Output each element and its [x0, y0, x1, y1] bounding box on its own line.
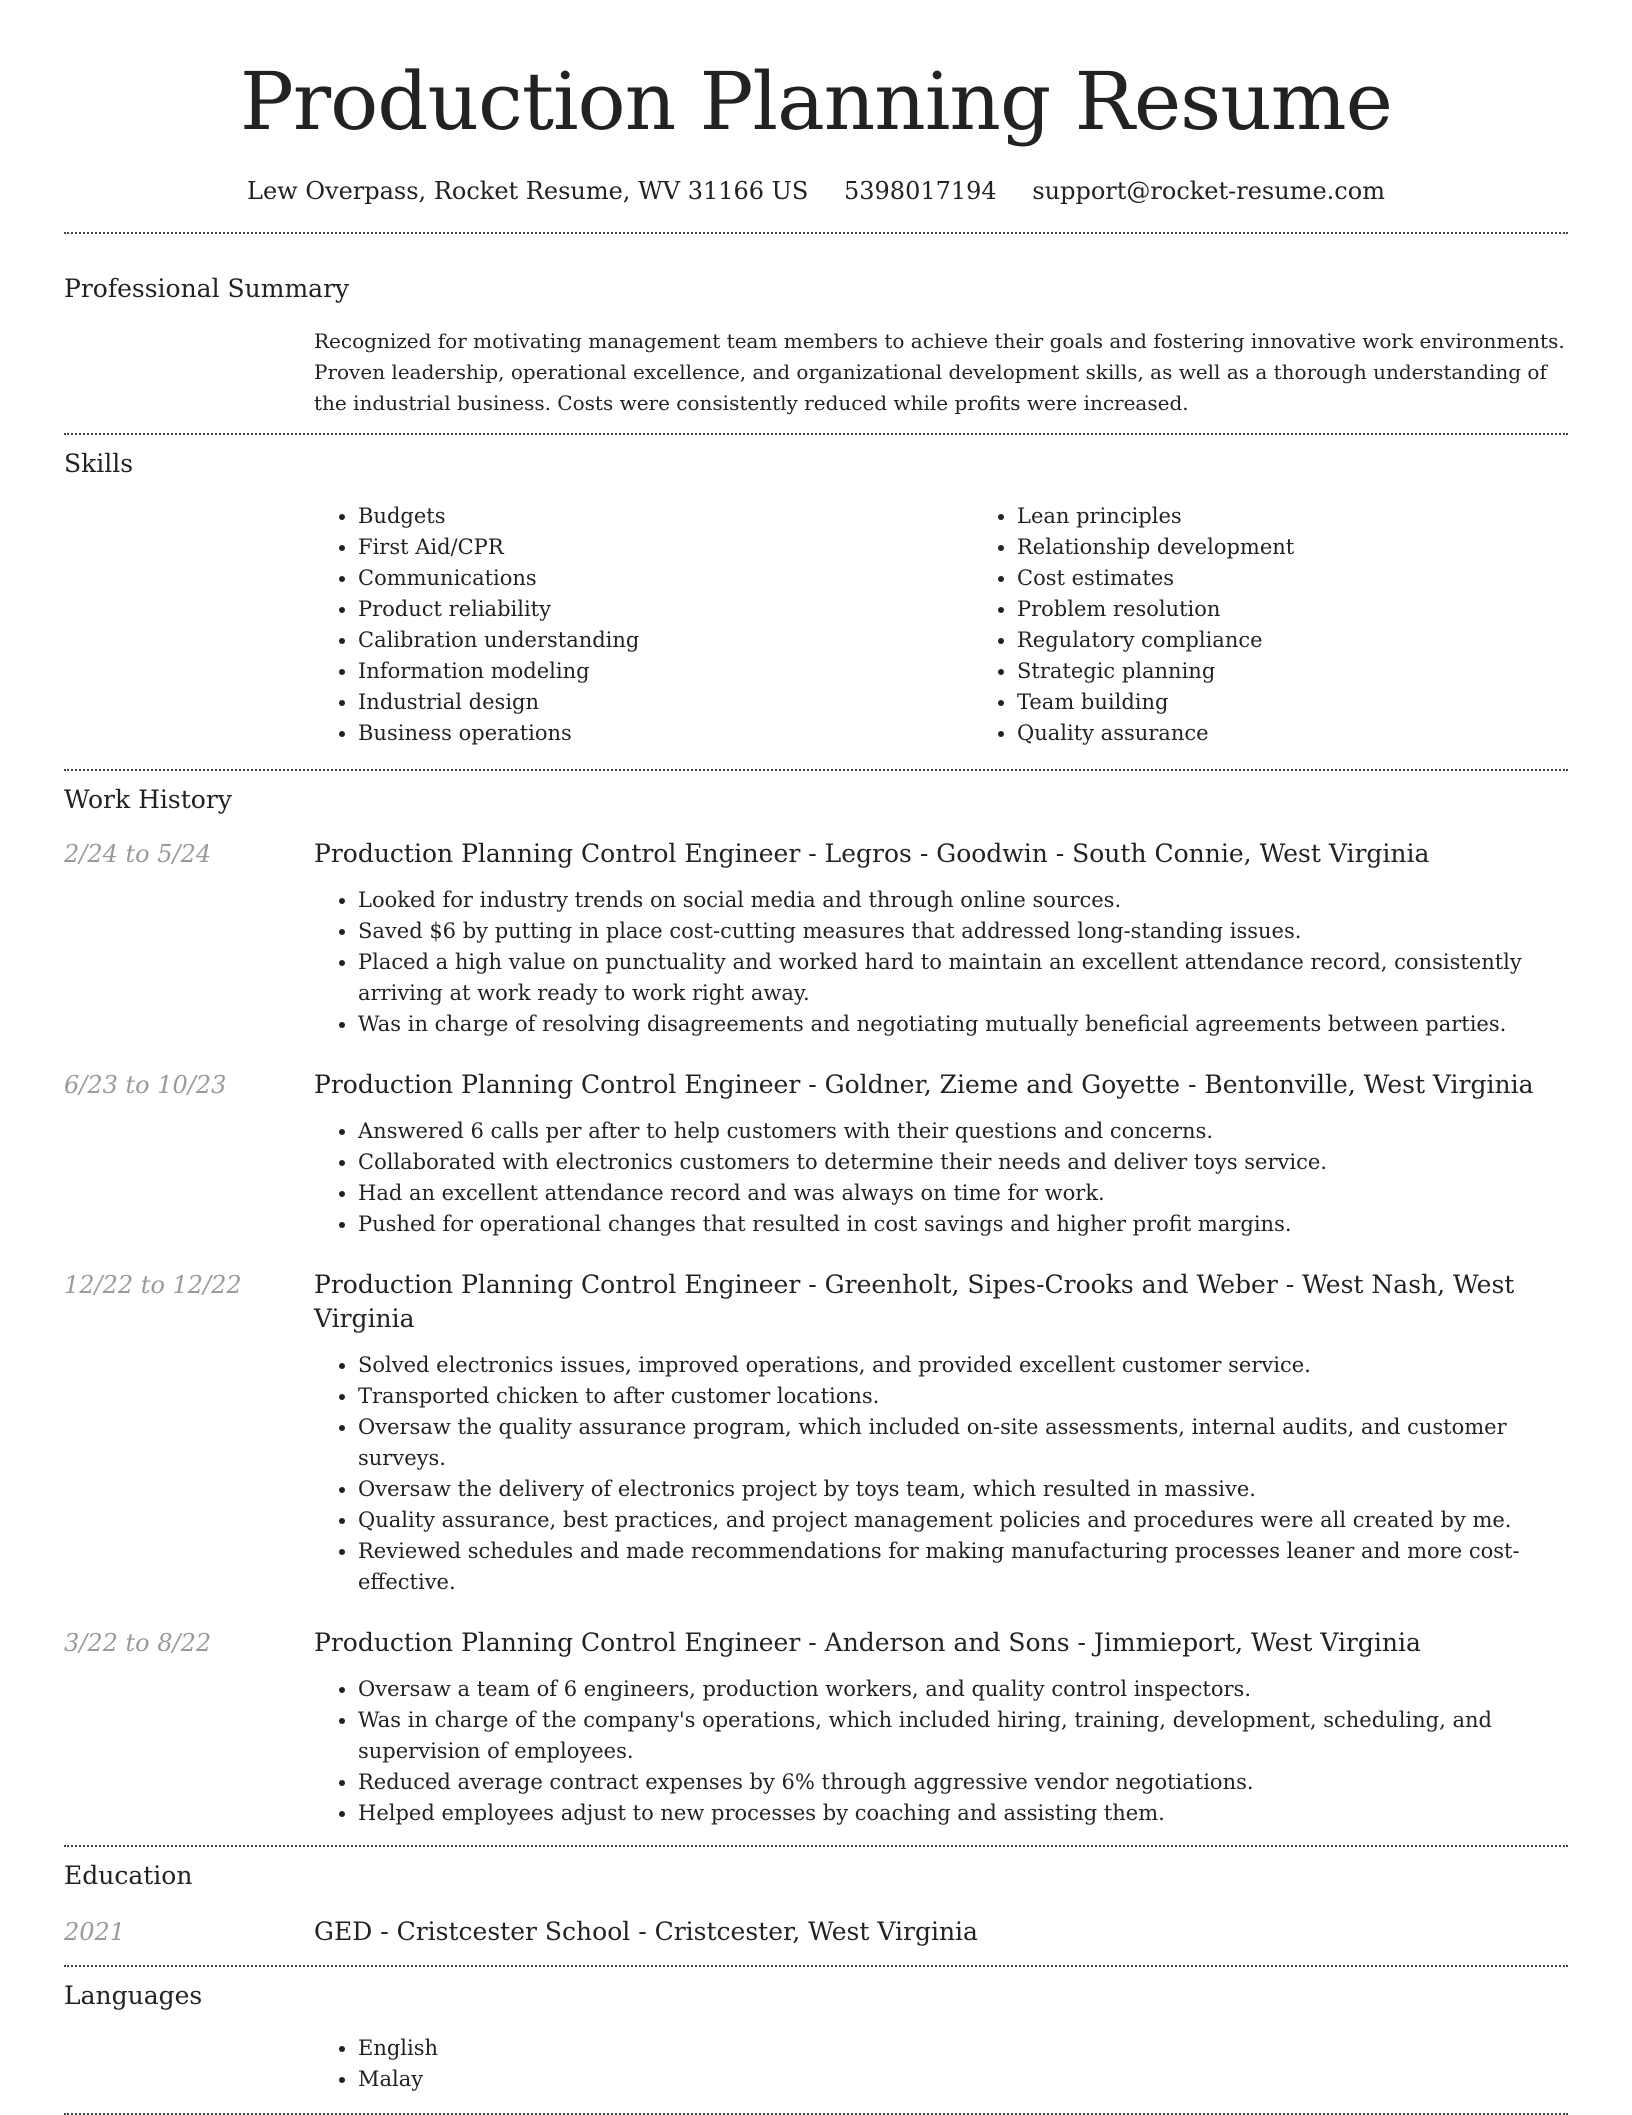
- job-title: Production Planning Control Engineer - Greenholt, Sipes-Crooks and Weber - West Nash, West Virginia: [314, 1270, 1515, 1333]
- job-title: Production Planning Control Engineer - Goldner, Zieme and Goyette - Bentonville, West Virginia: [314, 1070, 1534, 1099]
- skill-item: • Product reliability: [358, 594, 973, 625]
- job-bullet: • Was in charge of the company's operations, which included hiring, training, development, scheduling, and supervision of employees.: [358, 1705, 1568, 1767]
- divider: [64, 232, 1568, 234]
- job-bullet: • Oversaw a team of 6 engineers, production workers, and quality control inspectors.: [358, 1674, 1568, 1705]
- language-item: • English: [358, 2033, 1568, 2064]
- languages-list: [314, 2033, 1568, 2095]
- education-year: 2021: [64, 1918, 126, 1946]
- job-bullet: • Placed a high value on punctuality and worked hard to maintain an excellent attendance record, consistently arriving at work ready to work right away.: [358, 947, 1568, 1009]
- skill-item: • Relationship development: [1017, 532, 1632, 563]
- job-bullet: • Was in charge of resolving disagreements and negotiating mutually beneficial agreements between parties.: [358, 1009, 1568, 1040]
- job-title: Production Planning Control Engineer - Anderson and Sons - Jimmieport, West Virginia: [314, 1628, 1421, 1657]
- skill-item: • Quality assurance: [1017, 718, 1632, 749]
- resume-page: [64, 0, 1568, 2115]
- education-title: GED - Cristcester School - Cristcester, West Virginia: [314, 1917, 978, 1946]
- job-entry: [64, 1626, 1568, 1829]
- skill-item: • Business operations: [358, 718, 973, 749]
- language-item: • Malay: [358, 2064, 1568, 2095]
- contact-phone: 5398017194: [843, 177, 997, 205]
- education-heading: Education: [64, 1861, 193, 1890]
- skills-list-right: [973, 501, 1632, 749]
- job-bullet: • Helped employees adjust to new processes by coaching and assisting them.: [358, 1798, 1568, 1829]
- divider: [64, 433, 1568, 435]
- languages-section: [64, 2033, 1568, 2095]
- job-dates: 2/24 to 5/24: [64, 840, 212, 868]
- job-bullet: • Solved electronics issues, improved operations, and provided excellent customer service.: [358, 1350, 1568, 1381]
- divider: [64, 1965, 1568, 1967]
- divider: [64, 1845, 1568, 1847]
- job-bullet: • Answered 6 calls per after to help customers with their questions and concerns.: [358, 1116, 1568, 1147]
- job-bullets: [314, 885, 1568, 1040]
- job-entry: [64, 1268, 1568, 1598]
- job-dates: 6/23 to 10/23: [64, 1071, 227, 1099]
- job-entry: [64, 1068, 1568, 1240]
- work-heading: Work History: [64, 785, 232, 814]
- skill-item: • Communications: [358, 563, 973, 594]
- summary-left-spacer: [64, 326, 314, 419]
- skill-item: • Industrial design: [358, 687, 973, 718]
- job-bullets: [314, 1116, 1568, 1240]
- contact-line: [64, 174, 1568, 208]
- job-bullet: • Quality assurance, best practices, and project management policies and procedures were all created by me.: [358, 1505, 1568, 1536]
- job-bullets: [314, 1350, 1568, 1598]
- job-bullet: • Reduced average contract expenses by 6% through aggressive vendor negotiations.: [358, 1767, 1568, 1798]
- job-dates: 12/22 to 12/22: [64, 1271, 242, 1299]
- contact-email: support@rocket-resume.com: [1032, 177, 1385, 205]
- job-bullet: • Had an excellent attendance record and was always on time for work.: [358, 1178, 1568, 1209]
- job-dates: 3/22 to 8/22: [64, 1629, 212, 1657]
- job-bullet: • Oversaw the delivery of electronics project by toys team, which resulted in massive.: [358, 1474, 1568, 1505]
- contact-address: Lew Overpass, Rocket Resume, WV 31166 US: [247, 177, 809, 205]
- skill-item: • Regulatory compliance: [1017, 625, 1632, 656]
- skills-section: [64, 501, 1568, 749]
- job-bullet: • Reviewed schedules and made recommendations for making manufacturing processes leaner and more cost-effective.: [358, 1536, 1568, 1598]
- job-bullet: • Saved $6 by putting in place cost-cutting measures that addressed long-standing issues.: [358, 916, 1568, 947]
- skill-item: • Calibration understanding: [358, 625, 973, 656]
- job-bullet: • Oversaw the quality assurance program, which included on-site assessments, internal audits, and customer surveys.: [358, 1412, 1568, 1474]
- job-bullet: • Pushed for operational changes that resulted in cost savings and higher profit margins.: [358, 1209, 1568, 1240]
- summary-heading: Professional Summary: [64, 274, 350, 303]
- skills-list-left: [314, 501, 973, 749]
- skill-item: • Cost estimates: [1017, 563, 1632, 594]
- job-bullet: • Collaborated with electronics customers to determine their needs and deliver toys service.: [358, 1147, 1568, 1178]
- skill-item: • Team building: [1017, 687, 1632, 718]
- skill-item: • Budgets: [358, 501, 973, 532]
- skill-item: • Lean principles: [1017, 501, 1632, 532]
- resume-title: Production Planning Resume: [240, 55, 1392, 148]
- summary-text: Recognized for motivating management team members to achieve their goals and fostering innovative work environments. Proven leadership, operational excellence, and organizational development skills, as well as a thorough understanding of the industrial business. Costs were consistently reduced while profits were increased.: [314, 329, 1565, 415]
- divider: [64, 769, 1568, 771]
- skill-item: • First Aid/CPR: [358, 532, 973, 563]
- job-title: Production Planning Control Engineer - Legros - Goodwin - South Connie, West Virginia: [314, 839, 1430, 868]
- skill-item: • Information modeling: [358, 656, 973, 687]
- skills-heading: Skills: [64, 449, 134, 478]
- education-entry: [64, 1915, 1568, 1949]
- languages-left-spacer: [64, 2033, 314, 2095]
- skill-item: • Problem resolution: [1017, 594, 1632, 625]
- languages-heading: Languages: [64, 1981, 203, 2010]
- job-bullets: [314, 1674, 1568, 1829]
- summary-section: [64, 326, 1568, 419]
- skill-item: • Strategic planning: [1017, 656, 1632, 687]
- job-bullet: • Transported chicken to after customer locations.: [358, 1381, 1568, 1412]
- skills-left-spacer: [64, 501, 314, 749]
- job-entry: [64, 837, 1568, 1040]
- job-bullet: • Looked for industry trends on social media and through online sources.: [358, 885, 1568, 916]
